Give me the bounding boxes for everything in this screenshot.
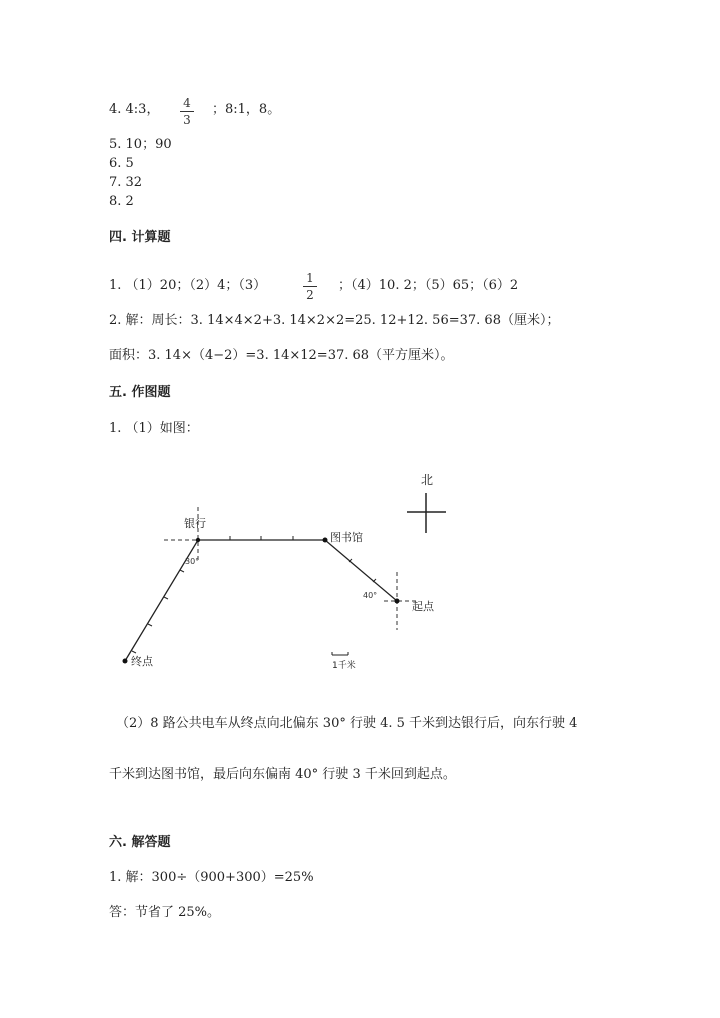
section-heading-drawing: 五. 作图题 [109, 385, 171, 400]
calc-answer-1: 1. （1）20；（2）4；（3） [109, 278, 267, 293]
route-ticks [132, 536, 376, 653]
route-path [125, 540, 397, 661]
solution-1-line1: 1. 解：300÷（900+300）=25% [109, 870, 314, 885]
solution-1-line2: 答：节省了 25%。 [109, 905, 221, 920]
bank-point [196, 538, 200, 542]
end-label: 终点 [131, 655, 153, 668]
calc-answer-2-perimeter: 2. 解：周长：3. 14×4×2+3. 14×2×2=25. 12+12. 56=37. 68（厘米）； [109, 313, 560, 328]
tick [349, 559, 352, 562]
calc-answer-2-area: 面积：3. 14×（4−2）=3. 14×12=37. 68（平方厘米）。 [109, 348, 454, 363]
answer-4-rest: ；8:1，8。 [212, 102, 281, 117]
drawing-answer-1-part2-line1: （2）8 路公共电车从终点向北偏东 30° 行驶 4. 5 千米到达银行后，向东行驶 4 [116, 716, 578, 731]
north-label: 北 [421, 473, 434, 487]
library-label: 图书馆 [330, 531, 363, 544]
angle-start-label: 40° [363, 591, 378, 600]
scale-label: 1千米 [332, 661, 356, 671]
start-label: 起点 [412, 600, 434, 613]
fraction-1-2: 1 2 [303, 271, 317, 302]
answer-4: 4. 4:3， [109, 102, 160, 117]
start-point [395, 599, 400, 604]
tick [373, 579, 376, 582]
compass [407, 493, 446, 533]
tick [180, 570, 184, 572]
section-heading-calc: 四. 计算题 [109, 230, 171, 245]
answer-6: 6. 5 [109, 156, 134, 171]
answer-5: 5. 10；90 [109, 137, 172, 152]
answer-8: 8. 2 [109, 194, 134, 209]
drawing-answer-1-part2-line2: 千米到达图书馆，最后向东偏南 40° 行驶 3 千米回到起点。 [109, 767, 456, 782]
fraction-4-3: 4 3 [180, 96, 194, 127]
section-heading-solutions: 六. 解答题 [109, 835, 171, 850]
tick [132, 651, 136, 653]
scale-bar [332, 652, 348, 655]
tick [164, 597, 168, 599]
calc-answer-1-rest: ；（4）10. 2；（5）65；（6）2 [338, 278, 519, 293]
bank-label: 银行 [184, 517, 206, 530]
angle-bank-label: 30° [185, 557, 200, 566]
drawing-answer-1-intro: 1. （1）如图： [109, 421, 199, 436]
answer-7: 7. 32 [109, 175, 143, 190]
tick [148, 624, 152, 626]
library-point [323, 538, 328, 543]
end-point [123, 659, 128, 664]
